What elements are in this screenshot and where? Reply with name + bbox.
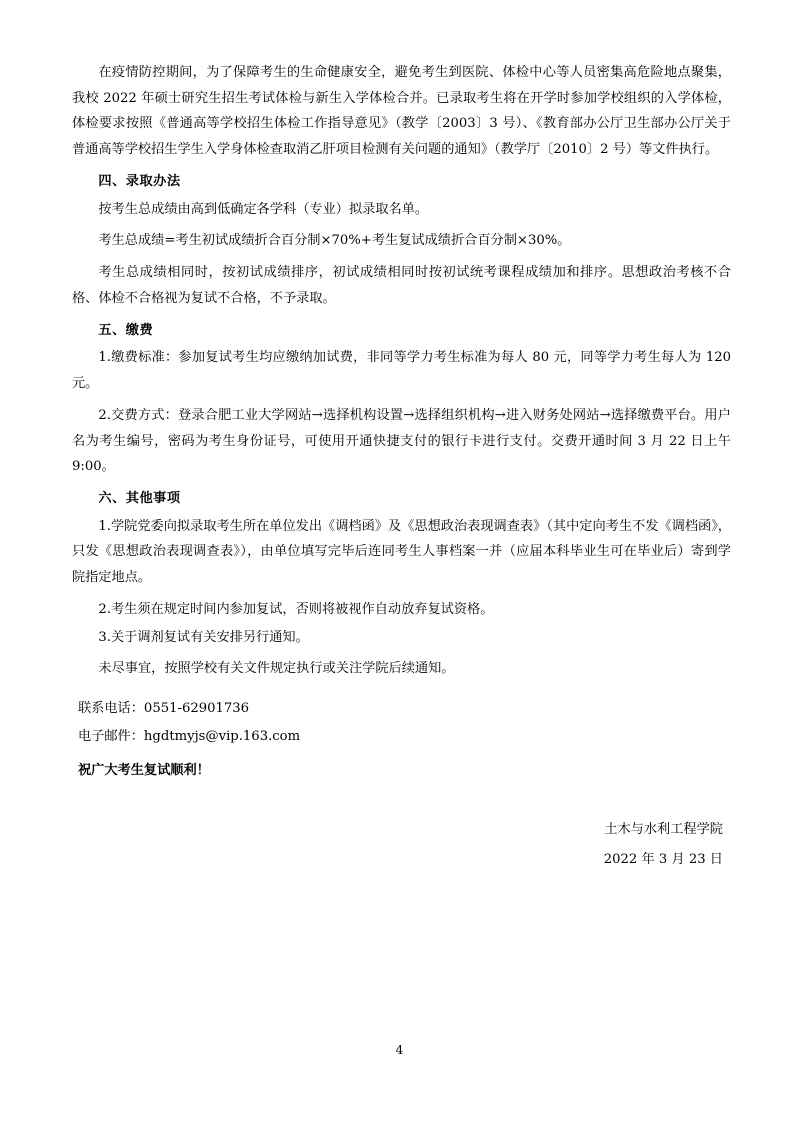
admission-tiebreak-paragraph: 考生总成绩相同时，按初试成绩排序，初试成绩相同时按初试统考课程成绩加和排序。思想政治考核不合格、体检不合格视为复试不合格，不予录取。	[72, 265, 731, 306]
signature-organization: 土木与水利工程学院	[604, 822, 723, 838]
contact-phone: 联系电话：0551-62901736	[78, 701, 250, 717]
other-dossier-paragraph: 1.学院党委向拟录取考生所在单位发出《调档函》及《思想政治表现调查表》（其中定向考生不发《调档函》，只发《思想政治表现调查表》），由单位填写完毕后连同考生人事档案一并（应届本科毕业生可在毕业后）寄到学院指定地点。	[72, 518, 731, 586]
page-number: 4	[395, 1043, 404, 1057]
epidemic-notice-paragraph: 在疫情防控期间，为了保障考生的生命健康安全，避免考生到医院、体检中心等人员密集高危险地点聚集，我校 2022 年硕士研究生招生考试体检与新生入学体检合并。已录取考生将在开学时参加学校组织的入学体检，体检要求按照《普通高等学校招生体检工作指导意见》（教学〔2003〕3 号）、《教育部办公厅卫生部办公厅关于普通高等学校招生学生入学身体检查取消乙肝项目检测有关问题的通知》（教学厅〔2010〕2 号）等文件执行。	[72, 65, 731, 158]
admission-score-formula-paragraph: 考生总成绩=考生初试成绩折合百分制×70%+考生复试成绩折合百分制×30%。	[98, 233, 571, 249]
payment-standard-paragraph: 1.缴费标准：参加复试考生均应缴纳加试费，非同等学力考生标准为每人 80 元，同等学力考生每人为 120 元。	[72, 350, 731, 392]
payment-method-paragraph: 2.交费方式：登录合肥工业大学网站→选择机构设置→选择组织机构→进入财务处网站→选择缴费平台。用户名为考生编号，密码为考生身份证号，可使用开通快捷支付的银行卡进行支付。交费开通时间 3 月 22 日上午 9:00。	[72, 407, 731, 475]
admission-rank-paragraph: 按考生总成绩由高到低确定各学科（专业）拟录取名单。	[98, 201, 429, 217]
document-body	[72, 60, 731, 873]
section-heading-other: 六、其他事项	[98, 491, 181, 507]
other-adjustment-paragraph: 3.关于调剂复试有关安排另行通知。	[98, 629, 309, 645]
section-heading-payment: 五、缴费	[98, 322, 154, 338]
section-heading-admission: 四、录取办法	[98, 173, 181, 189]
other-closing-paragraph: 未尽事宜，按照学校有关文件规定执行或关注学院后续通知。	[98, 661, 455, 677]
signature-block	[72, 817, 723, 872]
wish-message: 祝广大考生复试顺利！	[78, 762, 210, 778]
other-attendance-paragraph: 2.考生须在规定时间内参加复试，否则将被视作自动放弃复试资格。	[98, 601, 494, 617]
contact-email: 电子邮件：hgdtmyjs@vip.163.com	[78, 728, 301, 744]
signature-date: 2022 年 3 月 23 日	[603, 852, 723, 868]
